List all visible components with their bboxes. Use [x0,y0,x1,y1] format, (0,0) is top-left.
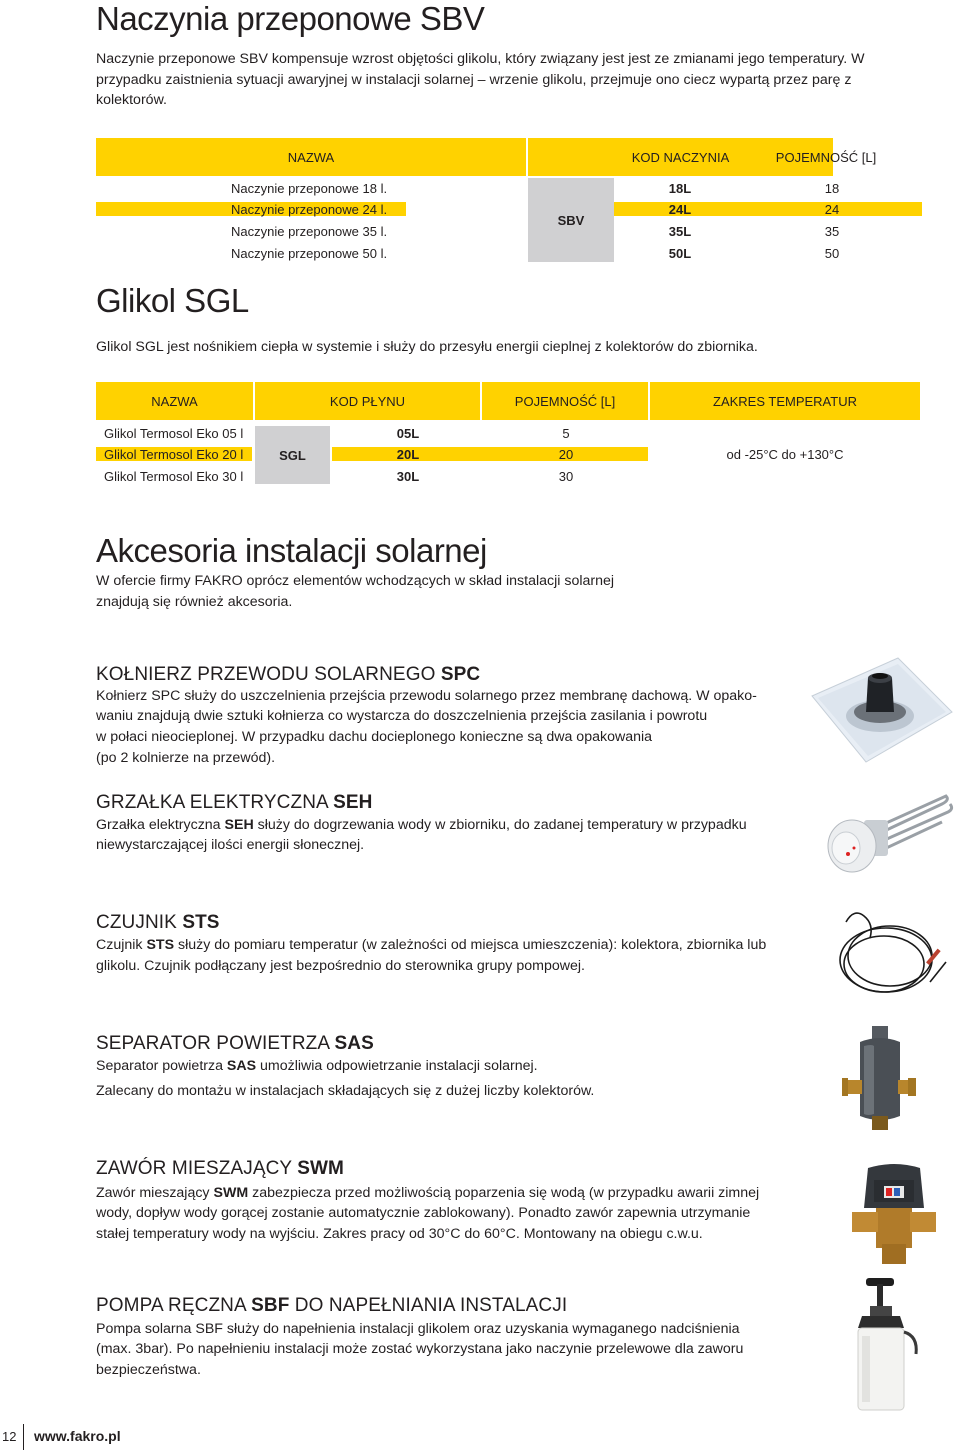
sgl-header-capacity: POJEMNOŚĆ [L] [482,382,648,420]
spc-text-2: waniu znajdują dwie sztuki kołnierza co wystarcza do doszczelnienia przejścia zasilania i powrotu [96,708,708,724]
sts-text-after: służy do pomiaru temperatur (w zależności od miejsca umieszczenia): kolektora, zbiornika lub [174,937,767,953]
sgl-row-code: 30L [396,469,420,484]
electric-heater-icon [824,790,954,878]
sas-text-after: umożliwia odpowietrzanie instalacji solarnej. [256,1058,538,1074]
sgl-row-capacity: 20 [558,447,574,462]
sgl-row-name: Glikol Termosol Eko 20 l [104,447,244,462]
seh-text-before: Grzałka elektryczna [96,817,225,833]
sbv-row-capacity: 18 [824,181,840,196]
spc-title-code: SPC [440,664,481,685]
sas-title-prefix: SEPARATOR POWIETRZA [96,1033,335,1054]
sas-title [96,1033,374,1055]
sgl-row-name: Glikol Termosol Eko 05 l [104,426,244,441]
sas-text-2: Zalecany do montażu w instalacjach składających się z dużej liczby kolektorów. [96,1083,595,1099]
accessories-intro-2: znajdują się również akcesoria. [96,594,293,610]
sgl-row-capacity: 30 [558,469,574,484]
temperature-sensor-icon [834,902,956,1006]
swm-text-after: zabezpiecza przed możliwością poparzenia się wodą (w przypadku awarii zimnej [248,1185,760,1201]
spc-title-prefix: KOŁNIERZ PRZEWODU SOLARNEGO [96,664,441,685]
sbv-stripe-spacer [96,182,222,188]
sgl-description: Glikol SGL jest nośnikiem ciepła w systemie i służy do przesyłu energii cieplnej z kolektorów do zbiornika. [96,339,758,355]
roof-flange-icon [806,656,956,766]
air-separator-icon [842,1024,922,1134]
sas-text-1 [96,1056,796,1077]
spc-title [96,664,480,686]
sbv-group-code: SBV [528,178,614,262]
sgl-row-code: 05L [396,426,420,441]
sbv-row-code: 35L [668,224,692,239]
sts-text-1 [96,935,816,956]
sbv-row-capacity: 24 [824,202,840,217]
sbf-text-1: Pompa solarna SBF służy do napełnienia instalacji glikolem oraz uzyskania wymaganego nadciśnienia [96,1321,740,1337]
swm-title [96,1158,344,1180]
sgl-group-code: SGL [255,426,330,484]
sbv-row-capacity: 35 [824,224,840,239]
seh-title [96,792,373,814]
swm-text-code: SWM [213,1185,249,1201]
seh-text-code: SEH [224,817,254,833]
sbv-row-name: Naczynie przeponowe 35 l. [231,224,388,239]
page-number: 12 [0,1424,24,1450]
spc-text-1: Kołnierz SPC służy do uszczelnienia przejścia przewodu solarnego przez membranę dachową. W opako- [96,688,757,704]
sbf-title-code: SBF [251,1295,290,1316]
sas-text-code: SAS [226,1058,257,1074]
sbv-description: Naczynie przeponowe SBV kompensuje wzrost objętości glikolu, który związany jest jest ze zmianami jego temperatury. W przypadku zaistnienia sytuacji awaryjnej w instalacji solarnej – wrzenie glikolu, przejmuje ono ciecz wypartą przez parę z kolektorów. [96,51,865,108]
accessories-intro-1: W ofercie firmy FAKRO oprócz elementów wchodzących w skład instalacji solarnej [96,573,615,589]
sgl-header-code: KOD PŁYNU [255,382,480,420]
sgl-row-code: 20L [396,447,420,462]
swm-title-code: SWM [297,1158,344,1179]
spc-text-3: w połaci nieocieplonej. W przypadku dachu docieplonego konieczne są dwa opakowania [96,729,653,745]
sas-title-code: SAS [334,1033,374,1054]
seh-text-1 [96,815,796,836]
swm-text-1 [96,1183,816,1204]
sbv-row-capacity: 50 [824,246,840,261]
sbv-row-code: 50L [668,246,692,261]
swm-text-before: Zawór mieszający [96,1185,214,1201]
sgl-header-temp: ZAKRES TEMPERATUR [650,382,920,420]
mixing-valve-icon [846,1160,946,1268]
footer-url-link[interactable]: www.fakro.pl [34,1428,121,1444]
sgl-temp-range: od -25°C do +130°C [726,447,844,462]
seh-text-2: niewystarczającej ilości energii słonecznej. [96,837,365,853]
sts-title [96,912,220,934]
sts-text-code: STS [146,937,175,953]
sbv-row-name: Naczynie przeponowe 18 l. [231,181,388,196]
sbv-header-capacity: POJEMNOŚĆ [L] [775,149,877,165]
swm-text-3: stałej temperatury wody na wyjściu. Zakres pracy od 30°C do 60°C. Montowany na obiegu c.w.u. [96,1226,703,1242]
sts-text-before: Czujnik [96,937,147,953]
sbf-title-prefix: POMPA RĘCZNA [96,1295,252,1316]
sbv-header-name: NAZWA [96,138,526,176]
sgl-row-name: Glikol Termosol Eko 30 l [104,469,244,484]
section-title-accessories: Akcesoria instalacji solarnej [96,532,487,569]
sgl-header-name: NAZWA [96,382,253,420]
hand-pump-icon [848,1276,928,1416]
sas-text-before: Separator powietrza [96,1058,227,1074]
spc-text-4: (po 2 kolnierze na przewód). [96,750,276,766]
swm-title-prefix: ZAWÓR MIESZAJĄCY [96,1158,298,1179]
sbf-title [96,1295,567,1317]
sbf-text-2: (max. 3bar). Po napełnieniu instalacji może zostać wykorzystana jako naczynie przelewowe dla zaworu [96,1341,744,1357]
sbf-text-3: bezpieczeństwa. [96,1362,201,1378]
sbv-row-name: Naczynie przeponowe 24 l. [231,202,388,217]
seh-title-prefix: GRZAŁKA ELEKTRYCZNA [96,792,334,813]
sts-title-prefix: CZUJNIK [96,912,183,933]
sbv-row-code: 24L [668,202,692,217]
swm-text-2: wody, dopływ wody gorącej zostanie automatycznie zablokowany). Ponadto zawór zapewnia utrzymanie [96,1205,751,1221]
sbv-row-name: Naczynie przeponowe 50 l. [231,246,388,261]
page-title-sbv: Naczynia przeponowe SBV [96,0,485,37]
sbf-title-suffix: DO NAPEŁNIANIA INSTALACJI [289,1295,568,1316]
sgl-row-capacity: 5 [562,426,570,441]
seh-title-code: SEH [333,792,373,813]
sts-title-code: STS [182,912,220,933]
sbv-row-code: 18L [668,181,692,196]
sbv-header-code: KOD NACZYNIA [528,138,833,176]
seh-text-after: służy do dogrzewania wody w zbiorniku, do zadanej temperatury w przypadku [253,817,747,833]
section-title-sgl: Glikol SGL [96,282,249,319]
sts-text-2: glikolu. Czujnik podłączany jest bezpośrednio do sterownika grupy pompowej. [96,958,585,974]
